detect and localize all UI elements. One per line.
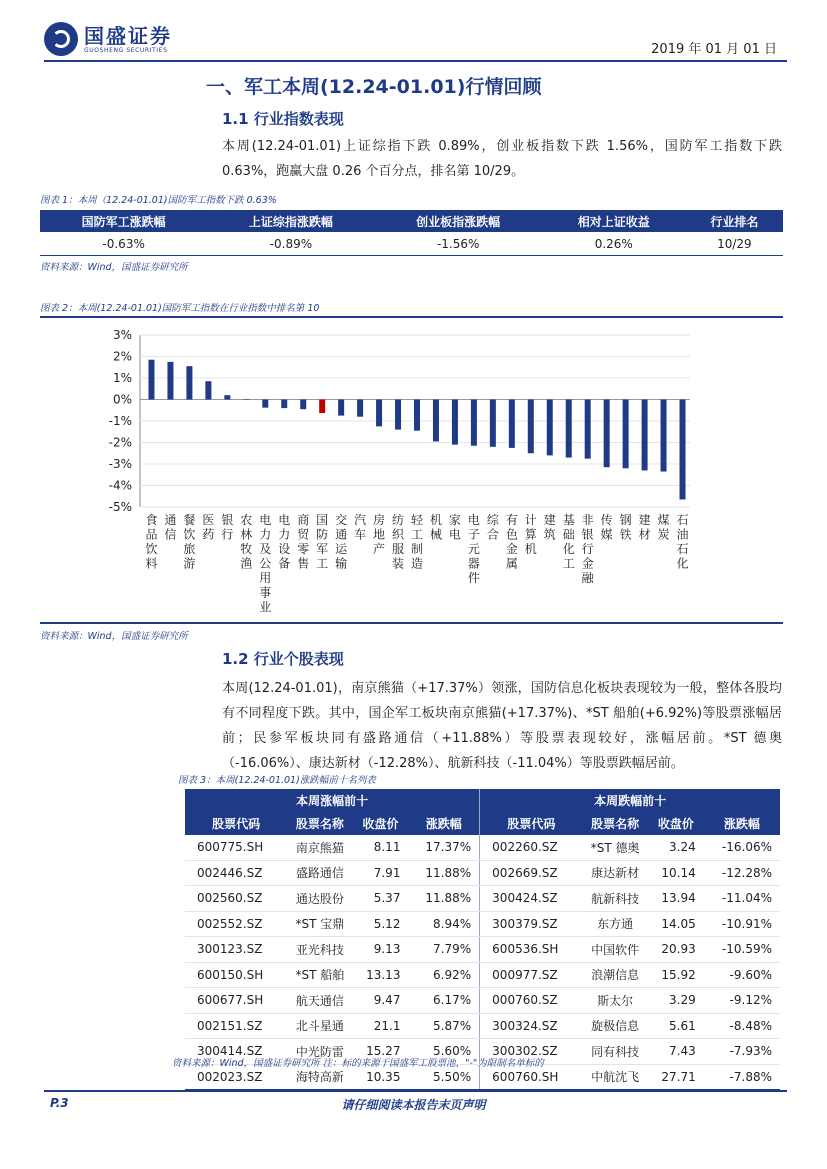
x-category-label: 国防军工 bbox=[316, 513, 329, 571]
table1-source: 资料来源：Wind，国盛证券研究所 bbox=[40, 262, 188, 273]
table-cell: 3.24 bbox=[648, 835, 704, 860]
bar bbox=[471, 400, 477, 446]
table3-caption: 图表 3：本周(12.24-01.01)涨跌幅前十名列表 bbox=[178, 775, 376, 786]
table-cell: -1.56% bbox=[375, 232, 542, 256]
bar bbox=[661, 400, 667, 472]
table-cell: 航新科技 bbox=[582, 886, 647, 912]
table-cell: 002023.SZ bbox=[185, 1064, 287, 1090]
bar bbox=[357, 400, 363, 417]
table-cell: 3.29 bbox=[648, 988, 704, 1014]
bar bbox=[452, 400, 458, 445]
x-category-label: 石油石化 bbox=[676, 513, 689, 571]
table-cell: 14.05 bbox=[648, 911, 704, 937]
table-cell: 300379.SZ bbox=[480, 911, 583, 937]
table-cell: 600150.SH bbox=[185, 962, 287, 988]
header-divider bbox=[44, 60, 787, 62]
table-cell: 盛路通信 bbox=[287, 860, 352, 886]
logo-icon bbox=[44, 22, 78, 56]
table-cell: 通达股份 bbox=[287, 886, 352, 912]
x-category-label: 房地产 bbox=[373, 513, 386, 556]
table-cell: 300123.SZ bbox=[185, 937, 287, 963]
x-category-label: 电力及公用事业 bbox=[259, 513, 272, 614]
table-cell: 002669.SZ bbox=[480, 860, 583, 886]
bar bbox=[566, 400, 572, 458]
table-cell: 10.14 bbox=[648, 860, 704, 886]
x-category-label: 建筑 bbox=[543, 513, 556, 542]
table-cell: -9.12% bbox=[704, 988, 780, 1014]
bar bbox=[376, 400, 382, 427]
table-header: 行业排名 bbox=[686, 210, 783, 232]
bar bbox=[680, 400, 686, 500]
table-cell: 002260.SZ bbox=[480, 835, 583, 860]
table-row bbox=[40, 232, 783, 256]
y-tick-label: 1% bbox=[112, 371, 132, 385]
table-cell: 15.92 bbox=[648, 962, 704, 988]
table-header: 国防军工涨跌幅 bbox=[40, 210, 207, 232]
table-cell: 中航沈飞 bbox=[582, 1064, 647, 1090]
table-cell: 15.27 bbox=[353, 1039, 409, 1065]
table-header: 收盘价 bbox=[648, 812, 704, 835]
x-category-label: 电力设备 bbox=[278, 513, 291, 571]
table-cell: -8.48% bbox=[704, 1013, 780, 1039]
industry-bar-chart bbox=[40, 322, 700, 622]
table-cell: 600775.SH bbox=[185, 835, 287, 860]
table-cell: 0.26% bbox=[542, 232, 686, 256]
table-cell: 13.94 bbox=[648, 886, 704, 912]
table-cell: 300324.SZ bbox=[480, 1013, 583, 1039]
x-category-label: 医药 bbox=[202, 513, 215, 542]
table-cell: 002446.SZ bbox=[185, 860, 287, 886]
x-category-label: 汽车 bbox=[354, 513, 367, 542]
bar bbox=[148, 360, 154, 400]
brand-name: 国盛证券 bbox=[84, 23, 172, 48]
table-header: 创业板指涨跌幅 bbox=[375, 210, 542, 232]
bar bbox=[547, 400, 553, 456]
table-row bbox=[185, 1013, 780, 1039]
x-category-label: 建材 bbox=[638, 513, 651, 542]
table-header: 股票名称 bbox=[287, 812, 352, 835]
table-cell: 000760.SZ bbox=[480, 988, 583, 1014]
table-cell: -16.06% bbox=[704, 835, 780, 860]
page-number: P.3 bbox=[50, 1096, 69, 1110]
table-cell: 中光防雷 bbox=[287, 1039, 352, 1065]
table-cell: 002151.SZ bbox=[185, 1013, 287, 1039]
bar bbox=[604, 400, 610, 468]
table-cell: 8.11 bbox=[353, 835, 409, 860]
y-tick-label: -1% bbox=[108, 414, 132, 428]
table-cell: 东方通 bbox=[582, 911, 647, 937]
index-table bbox=[40, 210, 783, 256]
table-cell: 航天通信 bbox=[287, 988, 352, 1014]
table-cell: 5.61 bbox=[648, 1013, 704, 1039]
section-title: 一、军工本周(12.24-01.01)行情回顾 bbox=[206, 76, 542, 98]
table-cell: 000977.SZ bbox=[480, 962, 583, 988]
bar bbox=[319, 400, 325, 414]
bar bbox=[205, 381, 211, 399]
bar bbox=[167, 362, 173, 400]
table-cell: 北斗星通 bbox=[287, 1013, 352, 1039]
y-tick-label: 0% bbox=[112, 392, 132, 407]
bar bbox=[433, 400, 439, 442]
table-row bbox=[185, 860, 780, 886]
table-row bbox=[185, 911, 780, 937]
y-tick-label: -3% bbox=[108, 457, 132, 471]
brand-logo bbox=[44, 22, 172, 56]
index-paragraph: 本周(12.24-01.01)上证综指下跌 0.89%，创业板指数下跌 1.56%，国防军工指数下跌 0.63%，跑赢大盘 0.26 个百分点，排名第 10/29。 bbox=[222, 139, 782, 179]
bar bbox=[642, 400, 648, 471]
table-row bbox=[185, 937, 780, 963]
x-category-label: 商贸零售 bbox=[297, 513, 310, 571]
chart-caption: 图表 2：本周(12.24-01.01)国防军工指数在行业指数中排名第 10 bbox=[40, 303, 320, 314]
y-tick-label: 2% bbox=[112, 349, 132, 364]
x-category-label: 传媒 bbox=[600, 513, 613, 542]
stocks-paragraph: 本周(12.24-01.01)，南京熊猫（+17.37%）领涨，国防信息化板块表现较为一般，整体各股均有不同程度下跌。其中，国企军工板块南京熊猫(+17.37%)、*ST 船舶(+6.92%)等股票涨幅居前；民参军板块同有盛路通信（+11.88%）等股票表现较好，涨幅居前。*ST 德奥（-16.06%）、康达新材（-12.28%）、航新科技（-11.04%）等股票跌幅居前。 bbox=[222, 681, 782, 771]
bar bbox=[623, 400, 629, 469]
subsection-title-index: 1.1 行业指数表现 bbox=[222, 110, 344, 128]
x-category-label: 计算机 bbox=[524, 513, 537, 556]
x-category-label: 农林牧渔 bbox=[240, 513, 253, 571]
bar bbox=[243, 400, 249, 401]
table-cell: 5.12 bbox=[353, 911, 409, 937]
table-cell: 5.60% bbox=[408, 1039, 479, 1065]
table-cell: 300424.SZ bbox=[480, 886, 583, 912]
x-category-label: 钢铁 bbox=[619, 513, 632, 542]
x-category-label: 机械 bbox=[429, 513, 442, 542]
y-tick-label: -2% bbox=[108, 435, 132, 450]
x-category-label: 电子元器件 bbox=[467, 513, 480, 585]
x-category-label: 交通运输 bbox=[335, 513, 348, 571]
table-cell: 亚光科技 bbox=[287, 937, 352, 963]
x-category-label: 食品饮料 bbox=[145, 513, 158, 571]
table-header: 股票名称 bbox=[582, 812, 647, 835]
table-cell: 5.50% bbox=[408, 1064, 479, 1090]
table-cell: 7.43 bbox=[648, 1039, 704, 1065]
report-date: 2019 年 01 月 01 日 bbox=[651, 42, 777, 57]
brand-name-en: GUOSHENG SECURITIES bbox=[84, 46, 168, 54]
group-header-up: 本周涨幅前十 bbox=[185, 789, 480, 812]
table-cell: 20.93 bbox=[648, 937, 704, 963]
y-tick-label: -4% bbox=[108, 478, 132, 493]
table-header: 股票代码 bbox=[185, 812, 287, 835]
table-cell: 7.79% bbox=[408, 937, 479, 963]
y-tick-label: -5% bbox=[108, 500, 132, 514]
bar bbox=[395, 400, 401, 430]
table-header: 股票代码 bbox=[480, 812, 583, 835]
table-cell: -10.59% bbox=[704, 937, 780, 963]
table-cell: 5.37 bbox=[353, 886, 409, 912]
table-cell: 600760.SH bbox=[480, 1064, 583, 1090]
x-category-label: 有色金属 bbox=[505, 513, 518, 571]
table-cell: *ST 宝鼎 bbox=[287, 911, 352, 937]
bar bbox=[186, 366, 192, 399]
table-cell: 10/29 bbox=[686, 232, 783, 256]
table-cell: 8.94% bbox=[408, 911, 479, 937]
table-cell: 17.37% bbox=[408, 835, 479, 860]
bar bbox=[414, 400, 420, 431]
table-cell: 康达新材 bbox=[582, 860, 647, 886]
table-cell: 中国软件 bbox=[582, 937, 647, 963]
top-movers-table bbox=[185, 789, 780, 1090]
table-cell: -12.28% bbox=[704, 860, 780, 886]
x-category-label: 通信 bbox=[164, 513, 177, 542]
bar bbox=[528, 400, 534, 454]
table-cell: 9.13 bbox=[353, 937, 409, 963]
table-cell: -10.91% bbox=[704, 911, 780, 937]
x-category-label: 煤炭 bbox=[657, 513, 670, 542]
table-cell: 浪潮信息 bbox=[582, 962, 647, 988]
table-cell: 002560.SZ bbox=[185, 886, 287, 912]
table-cell: 南京熊猫 bbox=[287, 835, 352, 860]
table1-caption: 图表 1：本周（12.24-01.01)国防军工指数下跌 0.63% bbox=[40, 195, 277, 206]
table-header: 涨跌幅 bbox=[408, 812, 479, 835]
x-category-label: 非银行金融 bbox=[581, 513, 594, 585]
x-category-label: 家电 bbox=[448, 513, 461, 542]
table-header: 涨跌幅 bbox=[704, 812, 780, 835]
bar bbox=[262, 400, 268, 408]
group-header-down: 本周跌幅前十 bbox=[480, 789, 780, 812]
table-cell: 7.91 bbox=[353, 860, 409, 886]
table-cell: 海特高新 bbox=[287, 1064, 352, 1090]
table-cell: 300302.SZ bbox=[480, 1039, 583, 1065]
bar bbox=[281, 400, 287, 409]
x-category-label: 综合 bbox=[486, 513, 499, 542]
x-category-label: 银行 bbox=[221, 513, 234, 542]
table-row bbox=[185, 886, 780, 912]
bar bbox=[224, 395, 230, 399]
table-cell: 同有科技 bbox=[582, 1039, 647, 1065]
table-cell: *ST 德奥 bbox=[582, 835, 647, 860]
bar bbox=[300, 400, 306, 410]
bar bbox=[490, 400, 496, 447]
chart-caption-rule bbox=[40, 316, 783, 318]
table-header: 相对上证收益 bbox=[542, 210, 686, 232]
table-cell: 600536.SH bbox=[480, 937, 583, 963]
table-cell: 旋极信息 bbox=[582, 1013, 647, 1039]
table-cell: 11.88% bbox=[408, 860, 479, 886]
table-cell: 21.1 bbox=[353, 1013, 409, 1039]
table-cell: 27.71 bbox=[648, 1064, 704, 1090]
table-row bbox=[185, 835, 780, 860]
y-tick-label: 3% bbox=[112, 328, 132, 342]
table-cell: 13.13 bbox=[353, 962, 409, 988]
table-cell: -7.93% bbox=[704, 1039, 780, 1065]
bar bbox=[509, 400, 515, 448]
x-category-label: 餐饮旅游 bbox=[183, 513, 196, 571]
table-cell: 6.17% bbox=[408, 988, 479, 1014]
table-header: 上证综指涨跌幅 bbox=[207, 210, 374, 232]
subsection-title-stocks: 1.2 行业个股表现 bbox=[222, 650, 344, 668]
table-cell: 9.47 bbox=[353, 988, 409, 1014]
table-cell: -0.89% bbox=[207, 232, 374, 256]
table-cell: 11.88% bbox=[408, 886, 479, 912]
bar bbox=[338, 400, 344, 416]
table-cell: 300414.SZ bbox=[185, 1039, 287, 1065]
disclaimer-note: 请仔细阅读本报告末页声明 bbox=[341, 1098, 486, 1112]
table-row bbox=[185, 988, 780, 1014]
table-cell: 600677.SH bbox=[185, 988, 287, 1014]
table-cell: 10.35 bbox=[353, 1064, 409, 1090]
table-cell: 5.87% bbox=[408, 1013, 479, 1039]
table3-source: 资料来源：Wind，国盛证券研究所 注：标的来源于国盛军工股票池，"-"为限制名单标的 bbox=[172, 1058, 544, 1069]
table-cell: -11.04% bbox=[704, 886, 780, 912]
table-cell: -9.60% bbox=[704, 962, 780, 988]
table-cell: *ST 船舶 bbox=[287, 962, 352, 988]
table-row bbox=[185, 962, 780, 988]
table-cell: 6.92% bbox=[408, 962, 479, 988]
chart-source: 资料来源：Wind，国盛证券研究所 bbox=[40, 631, 188, 642]
table-header: 收盘价 bbox=[353, 812, 409, 835]
table-cell: -0.63% bbox=[40, 232, 207, 256]
table-cell: 002552.SZ bbox=[185, 911, 287, 937]
x-category-label: 纺织服装 bbox=[392, 513, 405, 571]
chart-bottom-rule bbox=[40, 622, 783, 624]
table-cell: 斯太尔 bbox=[582, 988, 647, 1014]
bar bbox=[585, 400, 591, 459]
table-cell: -7.88% bbox=[704, 1064, 780, 1090]
x-category-label: 基础化工 bbox=[562, 513, 575, 571]
footer-divider bbox=[44, 1090, 787, 1092]
x-category-label: 轻工制造 bbox=[410, 513, 424, 571]
